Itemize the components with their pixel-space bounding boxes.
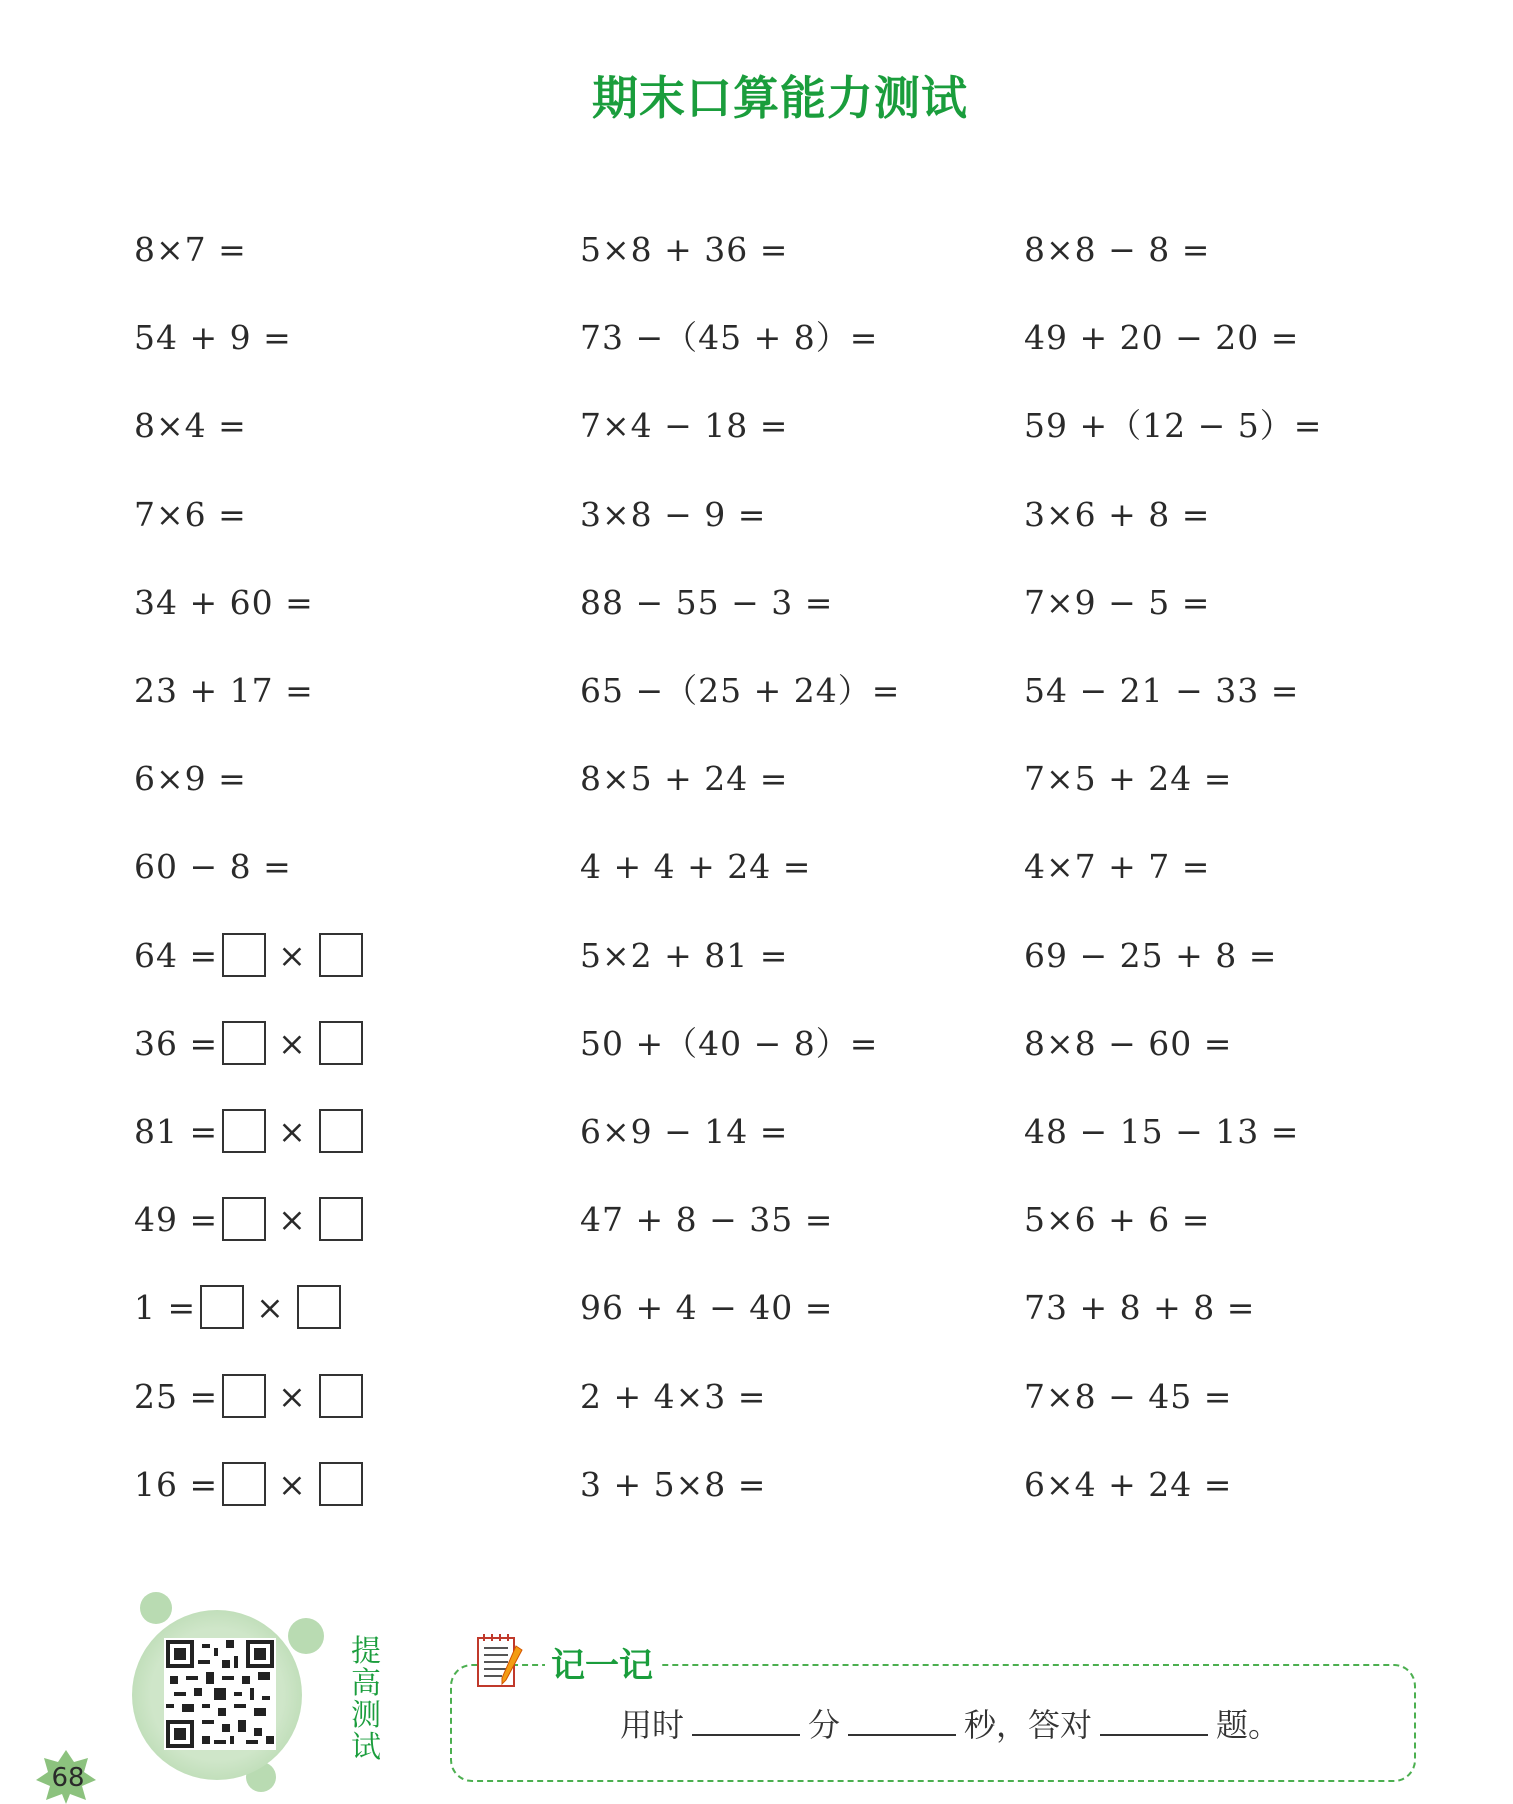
problem-row: 6×9 = — [134, 759, 247, 799]
answer-box[interactable] — [222, 1021, 266, 1065]
note-seconds-label: 秒，答对 — [964, 1706, 1093, 1744]
note-title: 记一记 — [545, 1638, 659, 1687]
problem-row — [134, 1020, 367, 1068]
problem-row: 5×2 + 81 = — [580, 935, 789, 975]
problem-row: 69 − 25 + 8 = — [1024, 935, 1278, 975]
problem-row: 8×5 + 24 = — [580, 759, 789, 799]
problem-row: 73 −（45 + 8）= — [580, 318, 879, 358]
answer-box[interactable] — [222, 1197, 266, 1241]
problem-row: 3×8 − 9 = — [580, 494, 767, 534]
problem-row: 5×6 + 6 = — [1024, 1200, 1211, 1240]
page-number: 68 — [51, 1763, 85, 1793]
answer-box[interactable] — [200, 1285, 244, 1329]
problem-lead: 81 = — [134, 1112, 219, 1151]
problem-row: 59 +（12 − 5）= — [1024, 406, 1323, 446]
problem-row: 48 − 15 − 13 = — [1024, 1112, 1300, 1151]
problem-row: 7×8 − 45 = — [1024, 1376, 1233, 1416]
problem-row: 3×6 + 8 = — [1024, 494, 1211, 534]
problem-row: 7×5 + 24 = — [1024, 759, 1233, 799]
times-symbol: × — [256, 1288, 285, 1328]
problem-lead: 16 = — [134, 1464, 219, 1504]
answer-box[interactable] — [319, 1109, 363, 1153]
problem-row: 4 + 4 + 24 = — [580, 847, 812, 887]
problem-row: 60 − 8 = — [134, 847, 292, 887]
qr-code-badge — [132, 1610, 302, 1780]
problem-row: 54 + 9 = — [134, 318, 292, 358]
problem-row — [134, 932, 367, 980]
problem-lead: 25 = — [134, 1376, 219, 1416]
problem-lead: 64 = — [134, 935, 219, 975]
note-minutes-label: 分 — [808, 1706, 841, 1744]
times-symbol: × — [278, 1200, 307, 1240]
problem-row: 73 + 8 + 8 = — [1024, 1288, 1256, 1328]
problem-row — [134, 1108, 367, 1156]
notepad-pencil-icon — [476, 1632, 524, 1690]
answer-box[interactable] — [222, 933, 266, 977]
problem-row: 7×6 = — [134, 494, 247, 534]
qr-code-icon[interactable] — [164, 1638, 276, 1750]
times-symbol: × — [278, 935, 307, 975]
problem-row: 34 + 60 = — [134, 582, 314, 622]
times-symbol: × — [278, 1376, 307, 1416]
problem-lead: 1 = — [134, 1288, 197, 1328]
problem-row: 88 − 55 − 3 = — [580, 582, 834, 622]
problem-lead: 36 = — [134, 1023, 219, 1063]
minutes-blank[interactable] — [692, 1704, 800, 1736]
problem-row — [134, 1196, 367, 1244]
answer-box[interactable] — [222, 1109, 266, 1153]
times-symbol: × — [278, 1112, 307, 1151]
times-symbol: × — [278, 1023, 307, 1063]
problem-row: 6×4 + 24 = — [1024, 1464, 1233, 1504]
problem-row: 49 + 20 − 20 = — [1024, 318, 1300, 358]
problem-row: 8×8 − 60 = — [1024, 1023, 1233, 1063]
times-symbol: × — [278, 1464, 307, 1504]
problem-row: 8×8 − 8 = — [1024, 230, 1211, 269]
problem-row: 50 +（40 − 8）= — [580, 1023, 879, 1063]
problem-row: 2 + 4×3 = — [580, 1376, 767, 1416]
decor-bubble — [288, 1618, 324, 1654]
problem-row: 96 + 4 − 40 = — [580, 1288, 834, 1328]
note-question-label: 题。 — [1216, 1706, 1281, 1744]
note-line — [620, 1700, 1280, 1746]
problem-lead: 49 = — [134, 1200, 219, 1240]
answer-box[interactable] — [222, 1374, 266, 1418]
problem-row: 47 + 8 − 35 = — [580, 1200, 834, 1240]
problem-row: 4×7 + 7 = — [1024, 847, 1211, 887]
answer-box[interactable] — [319, 1462, 363, 1506]
problem-row: 5×8 + 36 = — [580, 230, 789, 269]
problem-row: 7×9 − 5 = — [1024, 582, 1211, 622]
answer-box[interactable] — [319, 1197, 363, 1241]
problem-row: 23 + 17 = — [134, 671, 314, 710]
side-label: 提高测试 — [351, 1634, 381, 1765]
answer-box[interactable] — [319, 933, 363, 977]
problem-row: 7×4 − 18 = — [580, 406, 789, 446]
decor-bubble — [140, 1592, 172, 1624]
problem-row: 8×4 = — [134, 406, 247, 446]
problem-row: 65 −（25 + 24）= — [580, 671, 901, 710]
problem-row: 6×9 − 14 = — [580, 1112, 789, 1151]
correct-count-blank[interactable] — [1100, 1704, 1208, 1736]
answer-box[interactable] — [297, 1285, 341, 1329]
seconds-blank[interactable] — [848, 1704, 956, 1736]
problem-row — [134, 1461, 367, 1509]
note-time-label: 用时 — [620, 1706, 685, 1744]
problem-row: 3 + 5×8 = — [580, 1464, 767, 1504]
problem-row: 54 − 21 − 33 = — [1024, 671, 1300, 710]
answer-box[interactable] — [319, 1374, 363, 1418]
answer-box[interactable] — [319, 1021, 363, 1065]
answer-box[interactable] — [222, 1462, 266, 1506]
page-title: 期末口算能力测试 — [592, 71, 968, 125]
problem-row: 8×7 = — [134, 230, 247, 269]
problem-row — [134, 1373, 367, 1421]
problem-row — [134, 1284, 345, 1332]
